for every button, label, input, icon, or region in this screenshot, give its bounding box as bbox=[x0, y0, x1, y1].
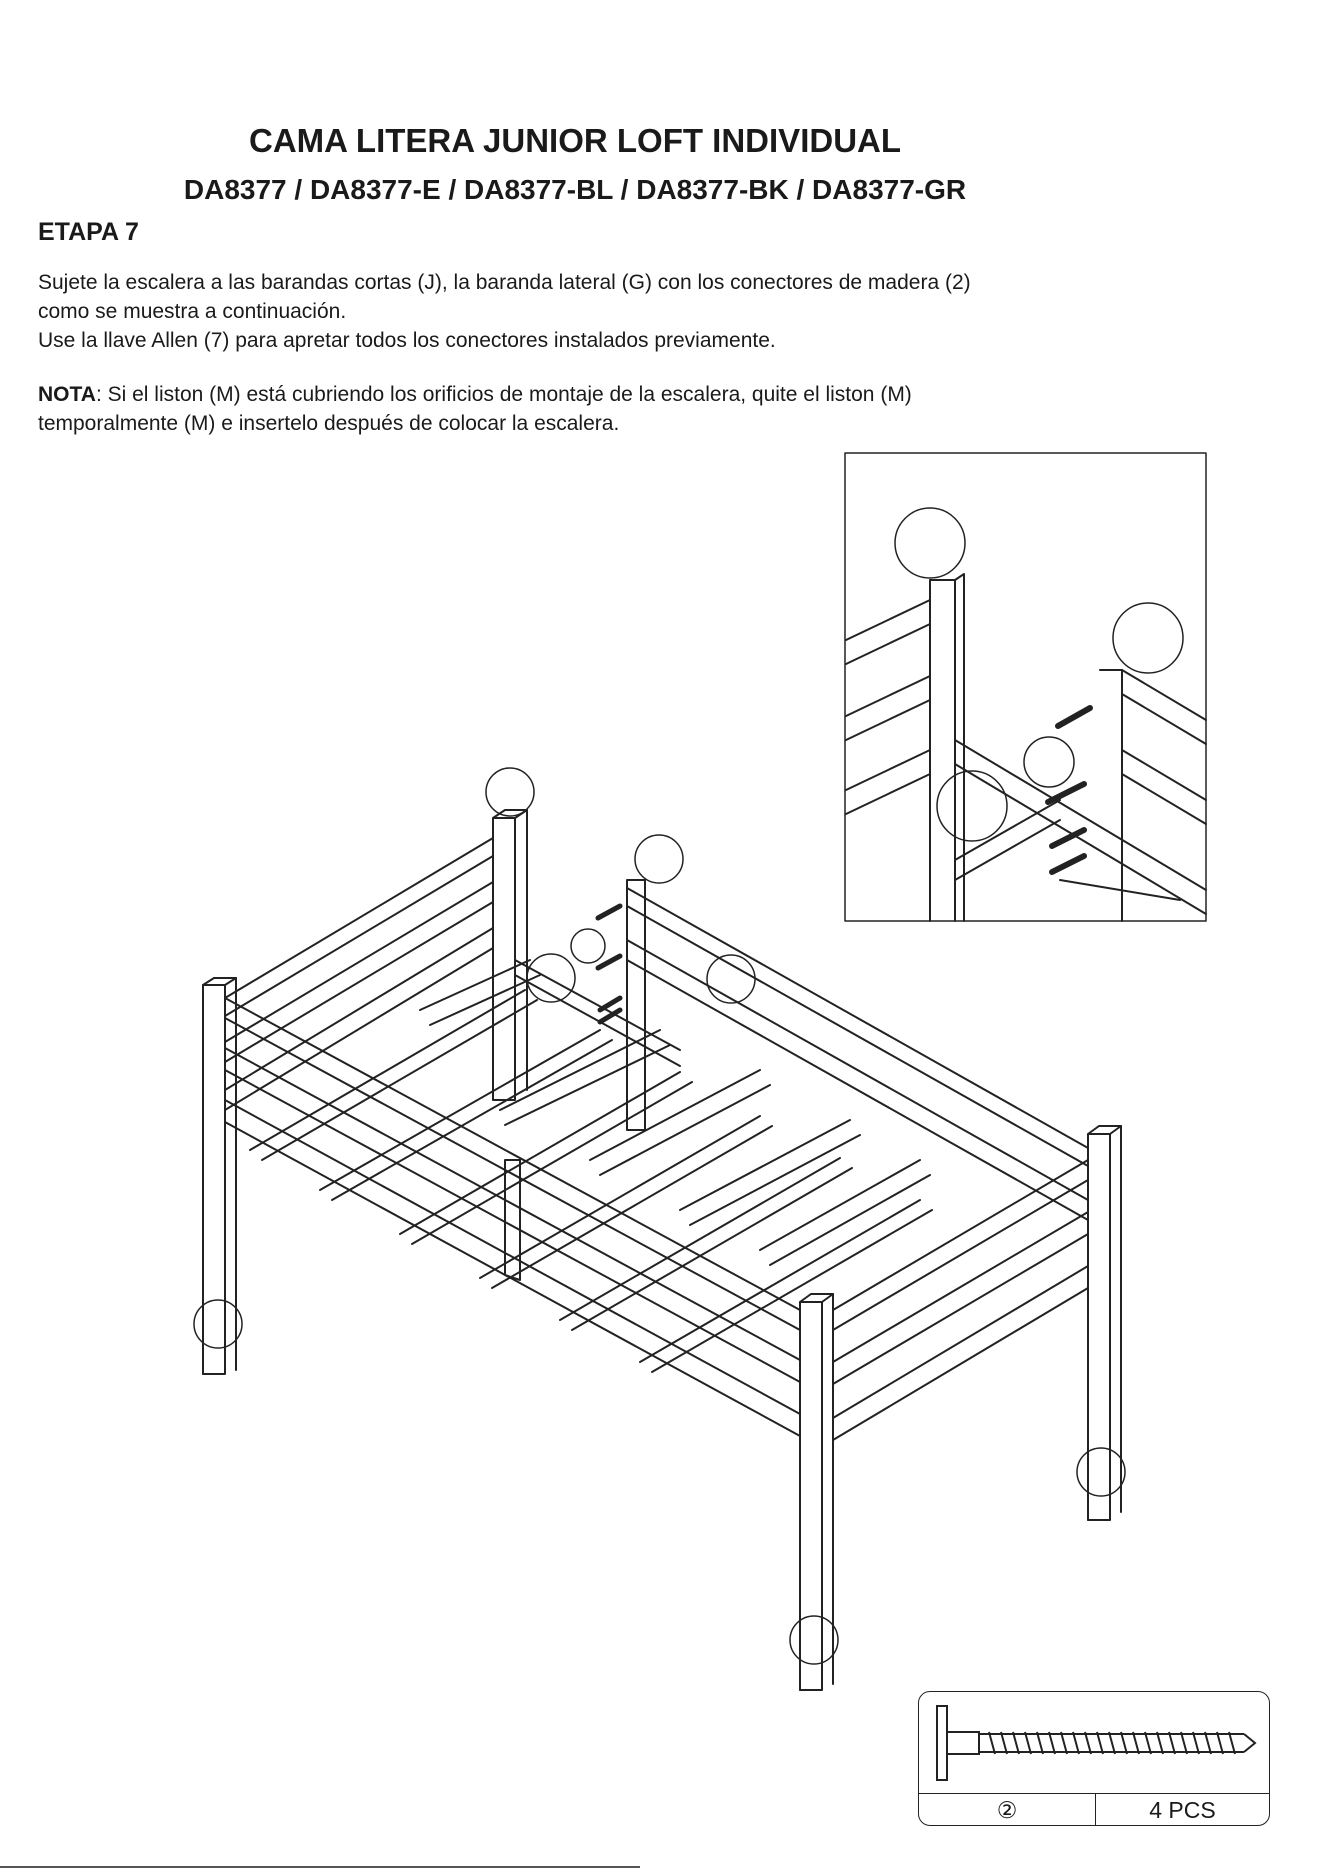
bed-drawing bbox=[203, 810, 1121, 1690]
inset-bolts bbox=[1048, 708, 1090, 872]
note-line-1: : Si el liston (M) está cubriendo los orificios de montaje de la escalera, quite el liston (M) bbox=[95, 383, 912, 406]
page-title: CAMA LITERA JUNIOR LOFT INDIVIDUAL bbox=[248, 122, 902, 159]
note-line-2: temporalmente (M) e insertelo después de colocar la escalera. bbox=[38, 412, 620, 435]
instruction-line-1: Sujete la escalera a las barandas cortas (J), la baranda lateral (G) con los conectores de madera (2) bbox=[38, 271, 971, 294]
instruction-line-2: como se muestra a continuación. bbox=[38, 300, 347, 323]
instruction-line-3: Use la llave Allen (7) para apretar todos los conectores instalados previamente. bbox=[38, 329, 776, 352]
step-heading: ETAPA 7 bbox=[38, 218, 139, 246]
hardware-box bbox=[918, 1691, 1270, 1826]
callout-circles bbox=[194, 768, 1125, 1664]
model-numbers: DA8377 / DA8377-E / DA8377-BL / DA8377-BK / DA8377-GR bbox=[183, 174, 967, 205]
bolt-icon bbox=[919, 1692, 1271, 1792]
bolt-markers bbox=[598, 906, 620, 1022]
footer-divider bbox=[0, 1866, 640, 1868]
hardware-row bbox=[919, 1793, 1269, 1826]
part-number: ② bbox=[919, 1794, 1096, 1826]
part-quantity: 4 PCS bbox=[1149, 1796, 1216, 1823]
detail-inset bbox=[845, 453, 1206, 921]
note-label: NOTA bbox=[38, 383, 96, 406]
